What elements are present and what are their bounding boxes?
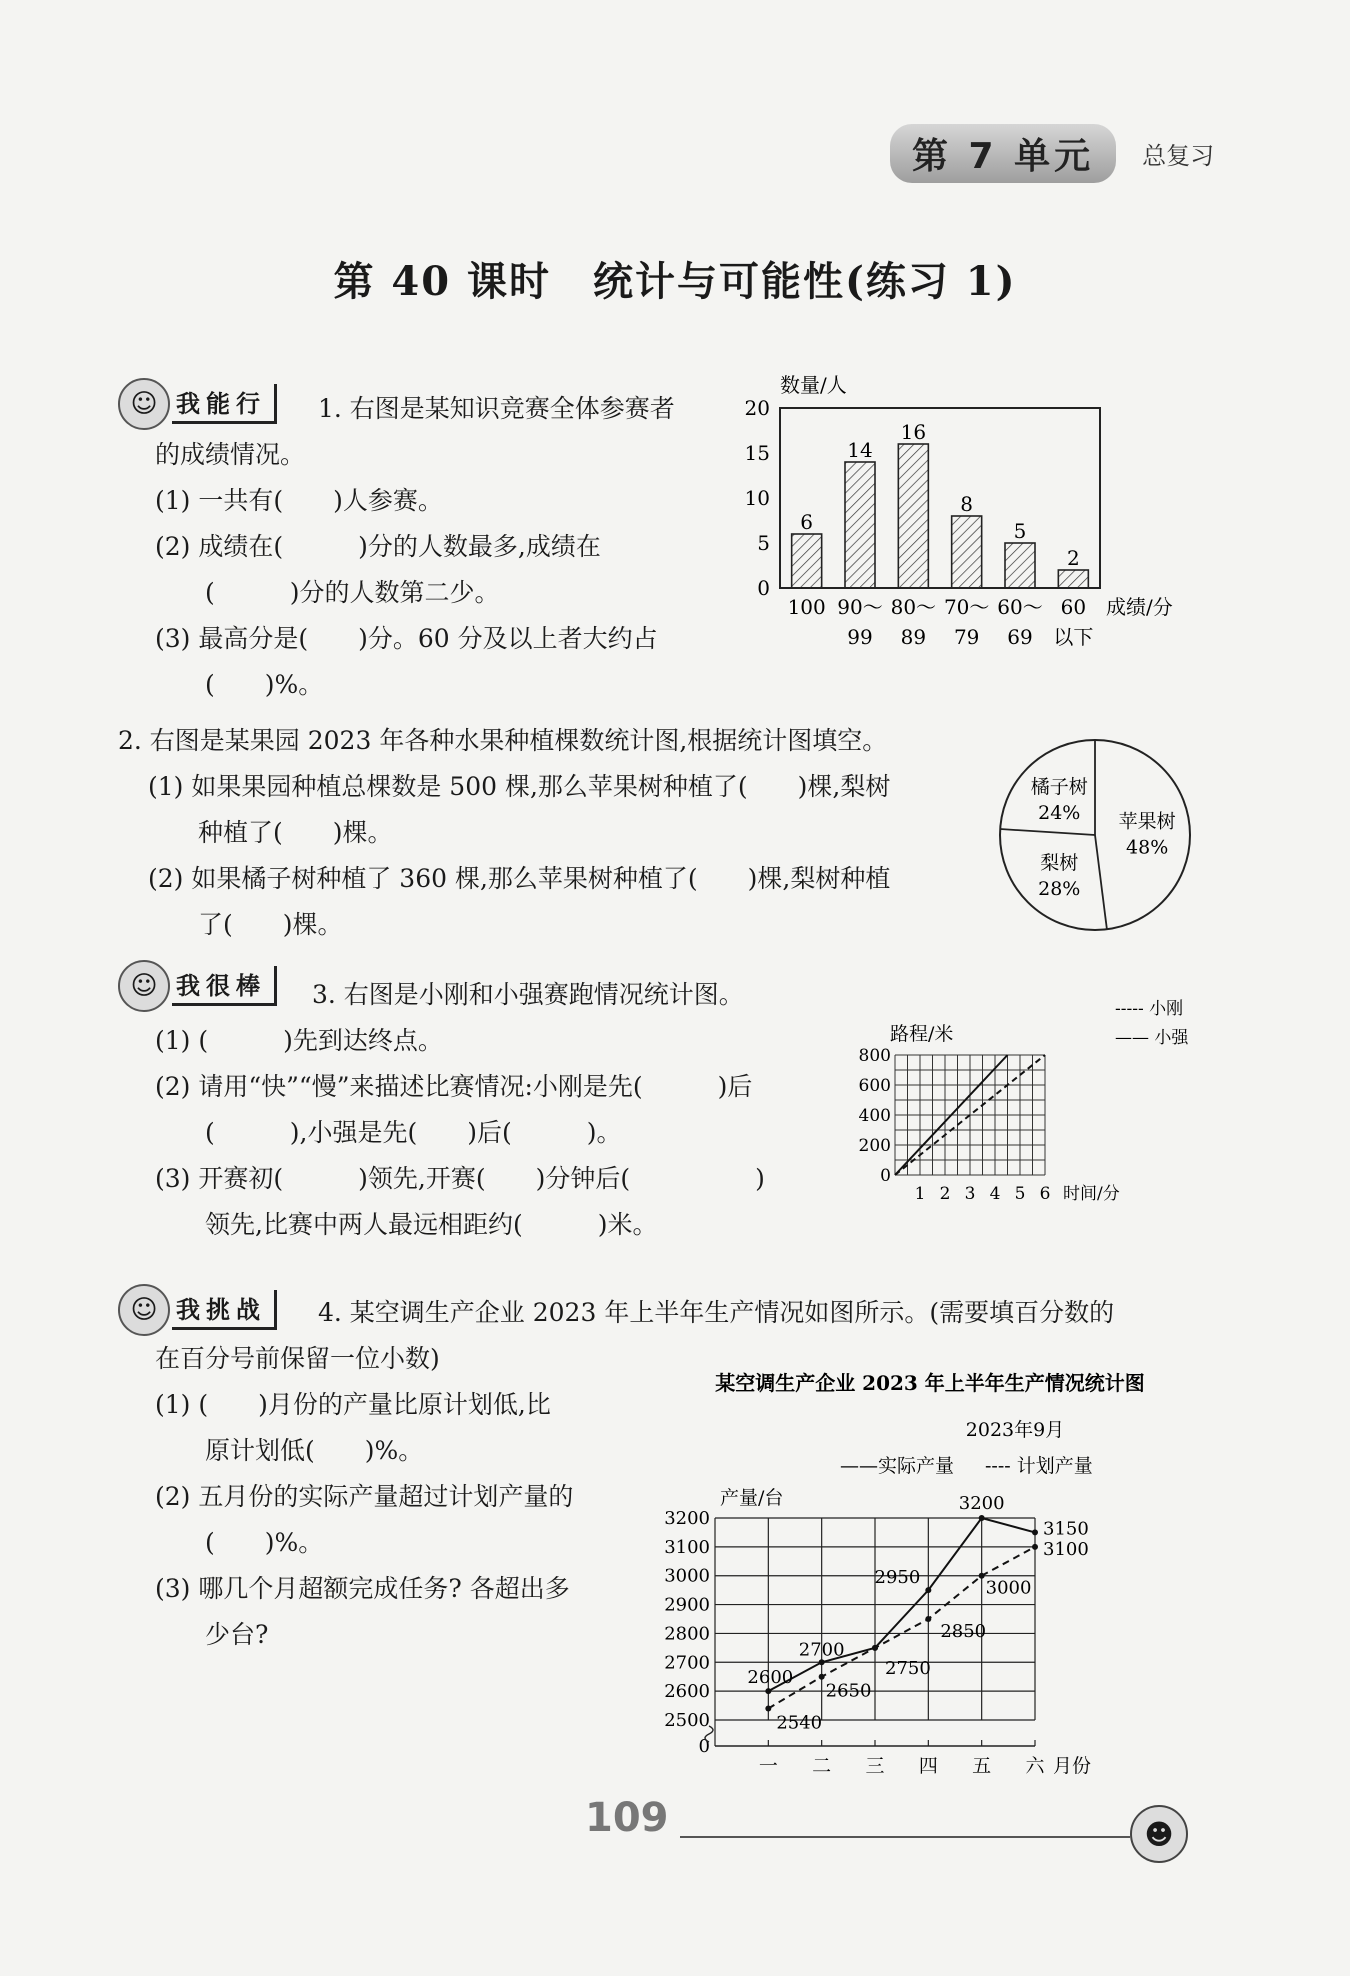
x-tick-label: 2 (939, 1184, 951, 1204)
y-tick-label: 2800 (664, 1623, 710, 1645)
data-label: 3150 (1043, 1518, 1089, 1540)
y-tick-label: 0 (757, 576, 770, 600)
y-axis-label: 产量/台 (720, 1487, 784, 1509)
q3-part2-cont: ( ),小强是先( )后( )。 (205, 1118, 622, 1147)
x-tick-label: 60～ (997, 595, 1043, 619)
x-axis-label: 成绩/分 (1106, 595, 1173, 619)
y-tick-label: 600 (858, 1076, 891, 1096)
kids-mascot-icon: ☺ (118, 1284, 170, 1336)
chart-subtitle: 2023年9月 (965, 1419, 1065, 1441)
bar (1005, 543, 1035, 588)
q1-part3: (3) 最高分是( )分。60 分及以上者大约占 (155, 624, 658, 653)
y-tick-label: 0 (880, 1166, 891, 1186)
x-tick-label: 二 (812, 1755, 832, 1777)
data-point (979, 1515, 985, 1521)
bar-value-label: 6 (800, 510, 814, 534)
y-tick-label: 200 (858, 1136, 891, 1156)
section-label: 总复习 (1142, 141, 1215, 170)
q4-part3-cont: 少台? (205, 1620, 269, 1649)
bar-value-label: 5 (1013, 519, 1027, 543)
legend-entry: —— 小强 (1115, 1028, 1189, 1048)
q4-part2-cont: ( )%。 (205, 1528, 324, 1557)
q4-part2: (2) 五月份的实际产量超过计划产量的 (155, 1482, 574, 1511)
pie-slice-label: 橘子树 (1030, 775, 1088, 798)
bar (898, 444, 928, 588)
q4-part1: (1) ( )月份的产量比原计划低,比 (155, 1390, 551, 1419)
pie-slice-boundary (1095, 835, 1107, 929)
x-tick-label: 1 (914, 1184, 926, 1204)
x-tick-label: 以下 (1053, 625, 1094, 649)
data-point (819, 1674, 825, 1680)
x-tick-label: 60 (1060, 595, 1087, 619)
x-tick-label: 100 (787, 595, 826, 619)
pie-slice-label: 梨树 (1040, 852, 1079, 875)
q3-part3-cont: 领先,比赛中两人最远相距约( )米。 (205, 1210, 658, 1239)
q2-part2-cont: 了( )棵。 (198, 910, 343, 939)
page-number: 109 (585, 1795, 669, 1841)
y-axis-label: 路程/米 (890, 1023, 954, 1045)
score-bar-chart (744, 370, 1210, 660)
badge-label: 我挑战 (172, 1290, 277, 1330)
q1-stem: 1. 右图是某知识竞赛全体参赛者 (318, 394, 675, 423)
y-tick-label: 5 (757, 531, 770, 555)
q3-part3: (3) 开赛初( )领先,开赛( )分钟后( ) (155, 1164, 765, 1193)
badge-label: 我很棒 (172, 966, 277, 1006)
y-tick-label: 2700 (664, 1652, 710, 1674)
plot-frame (780, 408, 1100, 588)
data-label: 2600 (747, 1667, 794, 1689)
legend-entry: ---- 计划产量 (985, 1455, 1093, 1477)
badge-wo-neng-xing (118, 378, 277, 430)
q1-part3-cont: ( )%。 (205, 670, 324, 699)
q3-part2: (2) 请用“快”“慢”来描述比赛情况:小刚是先( )后 (155, 1072, 753, 1101)
bar-value-label: 16 (900, 420, 927, 444)
y-tick-label: 3100 (664, 1536, 710, 1558)
badge-label: 我能行 (172, 384, 277, 424)
pie-slice-value: 24% (1038, 801, 1081, 824)
unit-label: 第 7 单元 (890, 124, 1116, 183)
data-label: 2850 (940, 1621, 987, 1642)
q1-part1: (1) 一共有( )人参赛。 (155, 486, 443, 515)
pie-slice-value: 28% (1038, 878, 1081, 901)
pie-slice-value: 48% (1126, 836, 1169, 859)
x-tick-label: 70～ (943, 595, 990, 619)
q4-stem: 4. 某空调生产企业 2023 年上半年生产情况如图所示。(需要填百分数的 (318, 1298, 1115, 1327)
x-tick-label: 80～ (890, 595, 937, 619)
data-point (872, 1645, 878, 1651)
legend-entry: ----- 小刚 (1115, 999, 1184, 1019)
y-tick-label: 15 (744, 441, 770, 465)
bar (792, 534, 822, 588)
y-tick-label: 400 (858, 1106, 891, 1126)
y-tick-label: 3000 (664, 1565, 710, 1587)
pie-slice-label: 苹果树 (1118, 810, 1176, 833)
y-tick-label: 2900 (664, 1594, 710, 1616)
pie-slice-boundary (1000, 829, 1095, 835)
unit-header (890, 128, 1214, 178)
y-tick-label: 3200 (664, 1508, 710, 1529)
data-point (925, 1587, 931, 1593)
race-line-chart (860, 995, 1200, 1225)
girl-mascot-icon: ☺ (118, 960, 170, 1012)
x-tick-label: 69 (1007, 625, 1033, 649)
girl-mascot-icon: ☺ (118, 378, 170, 430)
y-tick-label: 10 (744, 486, 770, 510)
data-point (925, 1616, 931, 1622)
data-point (765, 1688, 771, 1694)
chart-title: 某空调生产企业 2023 年上半年生产情况统计图 (715, 1371, 1145, 1395)
data-label: 3100 (1043, 1538, 1089, 1560)
y-tick-label: 2500 (664, 1710, 710, 1731)
bar-value-label: 8 (960, 492, 974, 516)
q2-stem: 2. 右图是某果园 2023 年各种水果种植棵数统计图,根据统计图填空。 (118, 726, 888, 755)
x-tick-label: 四 (918, 1755, 938, 1777)
y-tick-label: 0 (698, 1736, 710, 1757)
running-boy-icon: ☻ (1130, 1805, 1188, 1863)
bar (845, 462, 875, 588)
x-tick-label: 5 (1014, 1184, 1026, 1204)
y-tick-label: 2600 (664, 1681, 710, 1703)
production-line-chart (650, 1370, 1210, 1777)
bar (952, 516, 982, 588)
bar (1058, 570, 1088, 588)
q4-part1-cont: 原计划低( )%。 (205, 1436, 424, 1465)
y-tick-label: 800 (858, 1046, 891, 1066)
footer-rule (680, 1836, 1130, 1838)
x-tick-label: 79 (953, 625, 980, 649)
y-axis-label: 数量/人 (780, 373, 847, 397)
bar-value-label: 2 (1066, 546, 1080, 570)
orchard-pie-chart (995, 735, 1195, 935)
x-tick-label: 一 (758, 1755, 778, 1777)
data-label: 2950 (874, 1567, 921, 1589)
q1-stem-cont: 的成绩情况。 (155, 440, 306, 469)
q1-part2: (2) 成绩在( )分的人数最多,成绩在 (155, 532, 601, 561)
data-point (765, 1705, 771, 1711)
badge-wo-tiao-zhan (118, 1284, 277, 1336)
data-label: 3000 (985, 1577, 1032, 1599)
x-tick-label: 99 (847, 625, 873, 649)
data-label: 2650 (825, 1680, 872, 1702)
y-tick-label: 20 (744, 396, 770, 420)
x-tick-label: 6 (1039, 1184, 1051, 1204)
q2-part1: (1) 如果果园种植总棵数是 500 棵,那么苹果树种植了( )棵,梨树 (148, 772, 891, 801)
bar-value-label: 14 (847, 438, 873, 462)
x-tick-label: 三 (865, 1755, 885, 1777)
data-label: 2750 (885, 1657, 931, 1679)
q1-part2-cont: ( )分的人数第二少。 (205, 578, 500, 607)
data-point (979, 1573, 985, 1579)
x-tick-label: 六 (1025, 1755, 1045, 1777)
x-tick-label: 89 (900, 625, 927, 649)
x-axis-label: 时间/分 (1063, 1184, 1120, 1204)
legend-entry: ——实际产量 (840, 1455, 955, 1477)
q2-part1-cont: 种植了( )棵。 (198, 818, 393, 847)
x-tick-label: 4 (989, 1184, 1001, 1204)
data-point (1032, 1529, 1038, 1535)
page-title: 第 40 课时 统计与可能性(练习 1) (333, 258, 1017, 305)
q2-part2: (2) 如果橘子树种植了 360 棵,那么苹果树种植了( )棵,梨树种植 (148, 864, 891, 893)
data-label: 2700 (798, 1639, 845, 1661)
q3-part1: (1) ( )先到达终点。 (155, 1026, 443, 1055)
data-label: 3200 (958, 1493, 1005, 1514)
x-axis-label: 月份 (1053, 1755, 1092, 1777)
q3-stem: 3. 右图是小刚和小强赛跑情况统计图。 (312, 980, 744, 1009)
data-label: 2540 (776, 1712, 823, 1734)
q4-part3: (3) 哪几个月超额完成任务? 各超出多 (155, 1574, 570, 1603)
x-tick-label: 3 (964, 1184, 976, 1204)
badge-wo-hen-bang (118, 960, 277, 1012)
x-tick-label: 90～ (837, 595, 883, 619)
x-tick-label: 五 (972, 1755, 992, 1777)
q4-stem-cont: 在百分号前保留一位小数) (155, 1344, 440, 1373)
data-point (1032, 1544, 1038, 1550)
